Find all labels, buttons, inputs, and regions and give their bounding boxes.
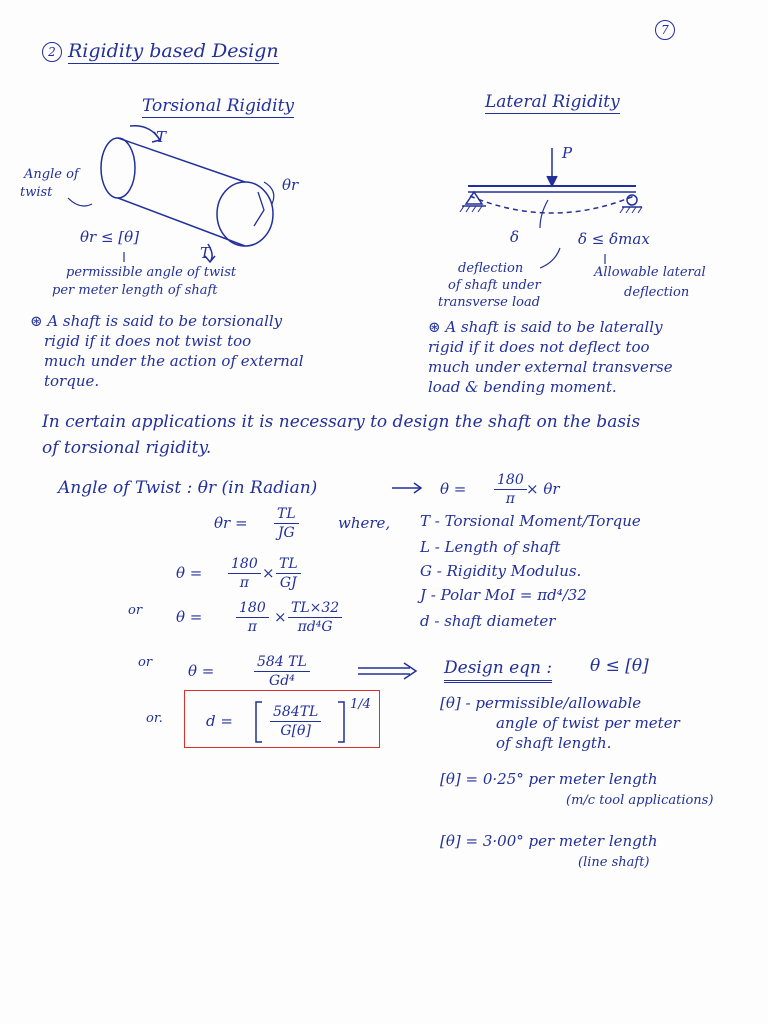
lateral-deflection-2: of shaft under: [448, 278, 541, 293]
design-eqn-expr: θ ≤ [θ]: [590, 656, 649, 676]
eq5-num: 584TL: [270, 704, 321, 722]
load-arrowhead: [547, 176, 557, 186]
permissible-line-2: angle of twist per meter: [496, 714, 680, 732]
eq3-frac1: [236, 600, 269, 635]
lateral-note-1: ⊛ A shaft is said to be laterally: [428, 318, 663, 336]
eq4-den: Gd⁴: [269, 673, 295, 689]
label-twist: twist: [20, 185, 53, 200]
left-hatch: [460, 206, 482, 212]
eq3-den2: πd⁴G: [297, 619, 333, 635]
eq2-lhs: θ =: [176, 564, 203, 582]
label-load-P: P: [562, 144, 573, 162]
eq2-den2: GJ: [279, 575, 297, 591]
definition-L: L - Length of shaft: [420, 538, 561, 556]
definition-T: T - Torsional Moment/Torque: [420, 512, 641, 530]
torsional-condition: θr ≤ [θ]: [80, 228, 140, 246]
page-number: 7: [655, 20, 675, 40]
eq4-or: or: [138, 655, 153, 670]
permissible-line-1: [θ] - permissible/allowable: [440, 694, 642, 712]
eq5-lhs: d =: [206, 712, 233, 730]
torsional-caption-2: per meter length of shaft: [52, 283, 218, 298]
deflected-shape: [470, 196, 634, 213]
eq4-num: 584 TL: [254, 654, 310, 672]
theta-frac: [494, 472, 527, 507]
definition-d: d - shaft diameter: [420, 612, 556, 630]
eq2-times: ×: [262, 564, 275, 582]
label-torque-bottom: T: [200, 244, 211, 262]
lateral-condition: δ ≤ δmax: [578, 230, 650, 248]
heading-title: Rigidity based Design: [68, 40, 279, 62]
lateral-allowable-2: deflection: [624, 285, 690, 300]
delta-pointer: [540, 200, 548, 228]
design-eqn-label-text: Design eqn :: [444, 658, 552, 683]
value-2-line-1: [θ] = 3·00° per meter length: [440, 832, 658, 850]
eq2-num2: TL: [276, 556, 301, 574]
eq1-frac: [274, 506, 299, 541]
angle-of-twist-label: Angle of Twist : θr (in Radian): [58, 478, 318, 498]
eq5-or: or.: [146, 711, 163, 726]
label-theta-r: θr: [282, 176, 299, 194]
torsional-note-2: rigid if it does not twist too: [44, 332, 252, 350]
eq3-num2: TL×32: [288, 600, 342, 618]
eq2-den1: π: [239, 575, 249, 591]
theta-frac-den: π: [505, 491, 515, 507]
angle-pointer: [68, 198, 92, 206]
lateral-note-2: rigid if it does not deflect too: [428, 338, 650, 356]
eq2-frac1: [228, 556, 261, 591]
value-1-line-2: (m/c tool applications): [566, 793, 714, 808]
eq3-den1: π: [247, 619, 257, 635]
eq3-lhs: θ =: [176, 608, 203, 626]
flow-arrows: [358, 483, 421, 679]
lateral-deflection-1: deflection: [458, 261, 524, 276]
eq4-lhs: θ =: [188, 662, 215, 680]
eq5-exponent: 1/4: [350, 697, 371, 712]
value-1-line-1: [θ] = 0·25° per meter length: [440, 770, 658, 788]
shaft-left-end: [101, 138, 135, 198]
implies-arrowhead: [404, 663, 416, 679]
lateral-allowable-1: Allowable lateral: [594, 265, 706, 280]
permissible-line-3: of shaft length.: [496, 734, 612, 752]
eq1-num: TL: [274, 506, 299, 524]
twist-mark: [254, 192, 264, 226]
eq4-frac: [254, 654, 310, 689]
eq3-frac2: [288, 600, 342, 635]
label-torque-top: T: [156, 128, 167, 146]
torsional-note-4: torque.: [44, 372, 100, 390]
shaft-top-edge: [118, 138, 245, 182]
label-delta: δ: [510, 228, 520, 246]
design-eqn-label: [444, 660, 552, 677]
times-theta-r: × θr: [526, 480, 560, 498]
intro-line-2: of torsional rigidity.: [42, 438, 212, 458]
heading-number: 2: [42, 42, 62, 62]
lateral-deflection-3: transverse load: [438, 295, 541, 310]
intro-line-1: In certain applications it is necessary to design the shaft on the basis: [42, 412, 641, 432]
torsional-note-1: ⊛ A shaft is said to be torsionally: [30, 312, 283, 330]
eq1-lhs: θr =: [214, 514, 248, 532]
torsional-caption-1: permissible angle of twist: [66, 265, 237, 280]
eq1-den: JG: [277, 525, 295, 541]
eq3-num1: 180: [236, 600, 269, 618]
eq2-frac2: [276, 556, 301, 591]
label-angle-of: Angle of: [24, 167, 79, 182]
theta-frac-num: 180: [494, 472, 527, 490]
eq5-den: G[θ]: [280, 723, 311, 739]
definition-J: J - Polar MoI = πd⁴/32: [420, 586, 587, 604]
lateral-note-3: much under external transverse: [428, 358, 673, 376]
eq3-or: or: [128, 603, 143, 618]
shaft-right-end: [217, 182, 273, 246]
deflection-pointer: [540, 248, 560, 268]
torsional-note-3: much under the action of external: [44, 352, 304, 370]
eq5-frac: [270, 704, 321, 739]
theta-lhs: θ =: [440, 480, 467, 498]
implies-arrow-lines: [358, 668, 410, 674]
lateral-title: Lateral Rigidity: [485, 92, 620, 112]
torsional-title: Torsional Rigidity: [142, 96, 295, 116]
eq3-times: ×: [274, 608, 287, 626]
eq2-num1: 180: [228, 556, 261, 574]
lateral-note-4: load & bending moment.: [428, 378, 617, 396]
value-2-line-2: (line shaft): [578, 855, 650, 870]
eq1-where: where,: [338, 514, 391, 532]
beam-diagram: [460, 144, 642, 268]
right-hatch: [620, 207, 642, 213]
definition-G: G - Rigidity Modulus.: [420, 562, 582, 580]
